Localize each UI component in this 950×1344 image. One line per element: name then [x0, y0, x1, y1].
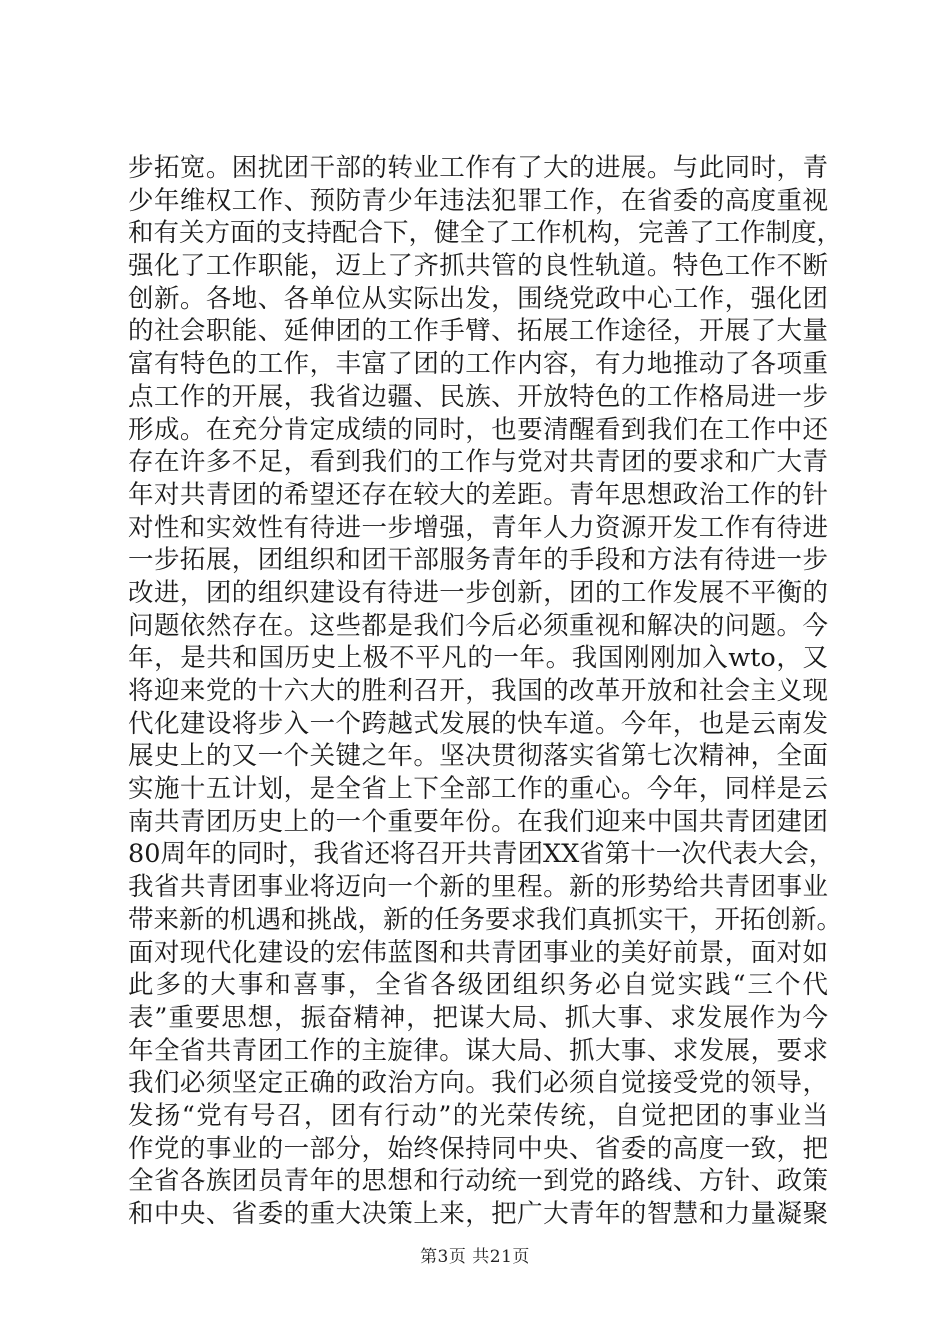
text-line: 此多的大事和喜事，全省各级团组织务必自觉实践“三个代	[128, 970, 828, 1001]
page-number-footer: 第3页 共21页	[420, 1247, 530, 1267]
text-line: 将迎来党的十六大的胜利召开，我国的改革开放和社会主义现	[128, 676, 828, 706]
text-line: 发扬“党有号召，团有行动”的光荣传统，自觉把团的事业当	[128, 1100, 828, 1131]
text-line: 面对现代化建设的宏伟蓝图和共青团事业的美好前景，面对如	[128, 937, 828, 968]
text-line: 年对共青团的希望还存在较大的差距。青年思想政治工作的针	[128, 479, 828, 510]
text-line: 强化了工作职能，迈上了齐抓共管的良性轨道。特色工作不断	[128, 251, 828, 282]
text-line: 和有关方面的支持配合下，健全了工作机构，完善了工作制度，	[128, 218, 843, 249]
text-line: 改进，团的组织建设有待进一步创新，团的工作发展不平衡的	[128, 577, 828, 608]
text-line: 点工作的开展，我省边疆、民族、开放特色的工作格局进一步	[128, 381, 828, 412]
text-line: 展史上的又一个关键之年。坚决贯彻落实省第七次精神，全面	[128, 741, 828, 772]
body-paragraph	[128, 152, 843, 1231]
text-line: 80周年的同时，我省还将召开共青团XX省第十一次代表大会，	[128, 839, 835, 870]
text-line: 形成。在充分肯定成绩的同时，也要清醒看到我们在工作中还	[128, 414, 828, 445]
text-line: 对性和实效性有待进一步增强，青年人力资源开发工作有待进	[128, 512, 828, 543]
text-line: 问题依然存在。这些都是我们今后必须重视和解决的问题。今	[128, 610, 828, 641]
text-line: 一步拓展，团组织和团干部服务青年的手段和方法有待进一步	[128, 545, 828, 576]
text-line: 创新。各地、各单位从实际出发，围绕党政中心工作，强化团	[128, 283, 828, 314]
text-line: 我省共青团事业将迈向一个新的里程。新的形势给共青团事业	[128, 872, 828, 903]
text-line: 的社会职能、延伸团的工作手臂、拓展工作途径，开展了大量	[128, 316, 828, 347]
text-line: 实施十五计划，是全省上下全部工作的重心。今年，同样是云	[128, 774, 828, 805]
text-line: 和中央、省委的重大决策上来，把广大青年的智慧和力量凝聚	[128, 1199, 828, 1229]
text-line: 带来新的机遇和挑战，新的任务要求我们真抓实干，开拓创新。	[128, 904, 843, 935]
text-line: 代化建设将步入一个跨越式发展的快车道。今年，也是云南发	[128, 708, 828, 739]
text-line: 存在许多不足，看到我们的工作与党对共青团的要求和广大青	[128, 447, 828, 478]
text-line: 南共青团历史上的一个重要年份。在我们迎来中国共青团建团	[128, 806, 828, 837]
text-line: 作党的事业的一部分，始终保持同中央、省委的高度一致，把	[128, 1133, 828, 1164]
text-line: 表”重要思想，振奋精神，把谋大局、抓大事、求发展作为今	[128, 1002, 828, 1033]
text-line: 年，是共和国历史上极不平凡的一年。我国刚刚加入wto，又	[128, 643, 828, 674]
text-line: 全省各族团员青年的思想和行动统一到党的路线、方针、政策	[128, 1166, 828, 1197]
text-line: 年全省共青团工作的主旋律。谋大局、抓大事、求发展，要求	[128, 1035, 828, 1066]
text-line: 少年维权工作、预防青少年违法犯罪工作，在省委的高度重视	[128, 185, 828, 216]
text-line: 步拓宽。困扰团干部的转业工作有了大的进展。与此同时，青	[128, 153, 828, 183]
text-line: 我们必须坚定正确的政治方向。我们必须自觉接受党的领导，	[128, 1068, 828, 1099]
text-line: 富有特色的工作，丰富了团的工作内容，有力地推动了各项重	[128, 349, 828, 380]
